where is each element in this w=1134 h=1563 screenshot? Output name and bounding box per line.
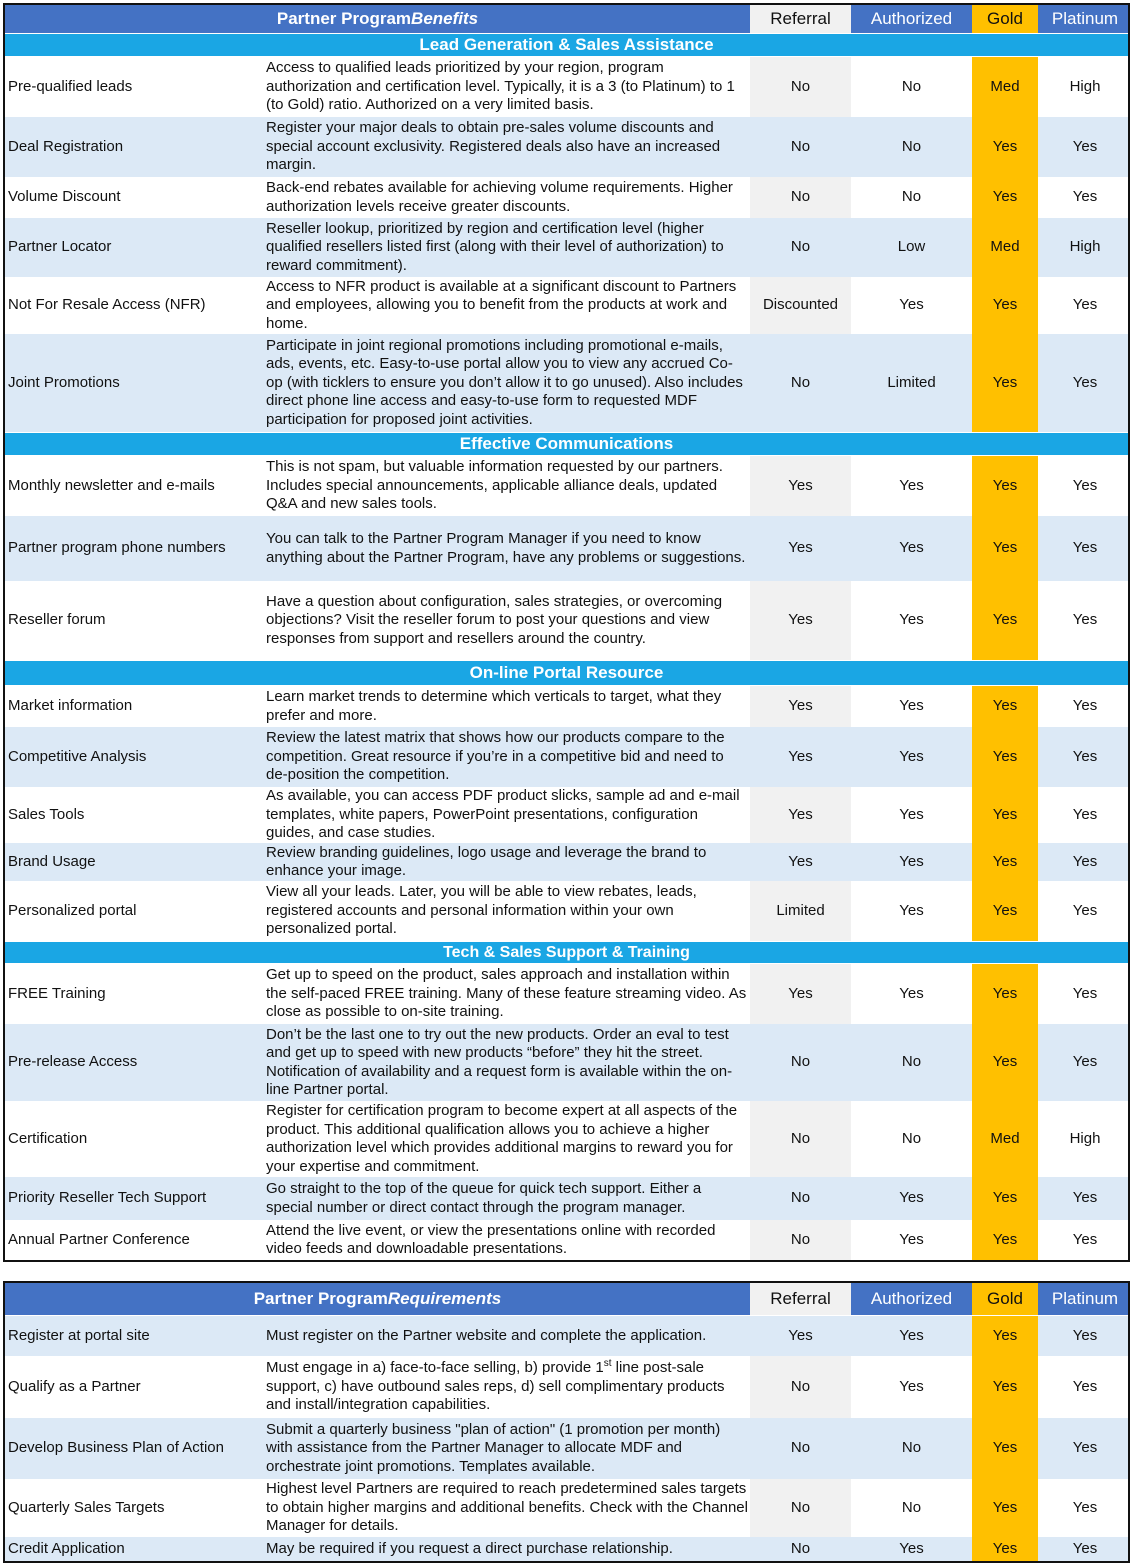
- benefits-table: [3, 3, 1130, 1262]
- referral-value: Yes: [750, 516, 851, 581]
- benefit-name: Reseller forum: [8, 611, 106, 629]
- gold-value: Yes: [972, 117, 1038, 177]
- requirement-desc: Submit a quarterly business "plan of action" (1 promotion per month) with assistance from the Partner Manager to allocate MDF and orchestrate joint promotions. Templates available.: [266, 1420, 721, 1475]
- platinum-value: High: [1069, 77, 1101, 95]
- authorized-value: No: [901, 188, 922, 206]
- platinum-value: Yes: [1072, 373, 1098, 391]
- benefit-desc: Learn market trends to determine which verticals to target, what they prefer and more.: [266, 688, 722, 724]
- requirement-name: Develop Business Plan of Action: [8, 1439, 224, 1457]
- benefit-name: FREE Training: [8, 984, 106, 1002]
- platinum-value: Yes: [1072, 611, 1098, 629]
- platinum-value: Yes: [1072, 1189, 1098, 1207]
- table-row: [5, 1418, 1128, 1479]
- authorized-value: No: [901, 137, 922, 155]
- authorized-value: Yes: [899, 697, 924, 715]
- authorized-value: No: [901, 1498, 922, 1516]
- col-header-platinum: Platinum: [1051, 8, 1119, 28]
- table-row: [5, 218, 1128, 277]
- benefit-desc: Review the latest matrix that shows how our products compare to the competition. Great resource if you’re in a competitive bid and need to de-position the competition.: [266, 729, 725, 784]
- gold-value: Yes: [972, 1024, 1038, 1101]
- referral-value: No: [750, 117, 851, 177]
- table-row: [5, 727, 1128, 787]
- gold-value: Yes: [972, 1479, 1038, 1537]
- benefit-name: Personalized portal: [8, 901, 137, 919]
- requirement-name: Qualify as a Partner: [8, 1377, 141, 1395]
- table-row: [5, 787, 1128, 843]
- referral-value: Yes: [750, 843, 851, 881]
- authorized-value: Yes: [899, 1326, 924, 1344]
- benefit-desc: Participate in joint regional promotions including promotional e-mails, ads, events, etc. Easy-to-use portal allow you to view any accrued Co-op (with ticklers to ensure you don’t allow it to go unused). Also includes direct phone line access and easy-to-use form to requested MDF participation for proposed joint activities.: [266, 336, 743, 428]
- requirement-name: Credit Application: [8, 1539, 125, 1557]
- authorized-value: No: [901, 1439, 922, 1457]
- platinum-value: Yes: [1072, 296, 1098, 314]
- platinum-value: Yes: [1072, 1498, 1098, 1516]
- benefit-name: Monthly newsletter and e-mails: [8, 476, 215, 494]
- platinum-value: Yes: [1072, 984, 1098, 1002]
- benefit-name: Market information: [8, 697, 133, 715]
- table-row: [5, 1220, 1128, 1260]
- col-header-gold: Gold: [972, 5, 1038, 33]
- requirements-header-row: [5, 1283, 1128, 1315]
- benefit-desc: Reseller lookup, prioritized by region and certification level (higher qualified resellers listed first (along with their level of authorization) to reward commitment).: [266, 219, 724, 274]
- benefit-name: Competitive Analysis: [8, 747, 147, 765]
- benefit-name: Partner Locator: [8, 238, 112, 256]
- authorized-value: No: [901, 1129, 922, 1147]
- referral-value: No: [750, 1024, 851, 1101]
- gold-value: Yes: [972, 277, 1038, 334]
- gold-value: Yes: [972, 686, 1038, 727]
- requirement-desc: May be required if you request a direct purchase relationship.: [266, 1539, 673, 1557]
- authorized-value: Yes: [899, 1539, 924, 1557]
- requirement-desc: Must engage in a) face-to-face selling, b) provide 1st line post-sale support, c) have outbound sales reps, d) sell complimentary products and install/integration capabilities.: [266, 1358, 725, 1414]
- gold-value: Yes: [972, 334, 1038, 432]
- gold-value: Yes: [972, 1177, 1038, 1220]
- referral-value: No: [750, 1177, 851, 1220]
- gold-value: Med: [972, 57, 1038, 117]
- table-row: [5, 1356, 1128, 1418]
- referral-value: No: [750, 1356, 851, 1418]
- platinum-value: Yes: [1072, 747, 1098, 765]
- table-row: [5, 1479, 1128, 1537]
- benefit-desc: As available, you can access PDF product slicks, sample ad and e-mail templates, white papers, PowerPoint presentations, configuration guides, and case studies.: [266, 787, 740, 842]
- gold-value: Med: [972, 218, 1038, 277]
- benefit-name: Joint Promotions: [8, 373, 120, 391]
- referral-value: Yes: [750, 1316, 851, 1356]
- benefit-name: Brand Usage: [8, 852, 96, 870]
- section-header-online-portal-resource: On-line Portal Resource: [5, 660, 1128, 686]
- platinum-value: Yes: [1072, 805, 1098, 823]
- platinum-value: Yes: [1072, 137, 1098, 155]
- benefit-name: Pre-release Access: [8, 1053, 138, 1071]
- benefit-name: Not For Resale Access (NFR): [8, 296, 206, 314]
- referral-value: Yes: [750, 964, 851, 1024]
- benefit-name: Deal Registration: [8, 137, 124, 155]
- requirement-desc: Highest level Partners are required to reach predetermined sales targets to obtain higher margins and additional benefits. Check with the Channel Manager for details.: [266, 1480, 748, 1535]
- benefit-name: Certification: [8, 1129, 88, 1147]
- referral-value: Discounted: [750, 277, 851, 334]
- section-header-tech-sales-support: Tech & Sales Support & Training: [5, 941, 1128, 964]
- platinum-value: Yes: [1072, 1439, 1098, 1457]
- requirement-name: Register at portal site: [8, 1326, 150, 1344]
- referral-value: No: [750, 1101, 851, 1177]
- gold-value: Yes: [972, 1356, 1038, 1418]
- benefit-desc: View all your leads. Later, you will be able to view rebates, leads, registered accounts and personal information within your own personalized portal.: [266, 883, 697, 938]
- gold-value: Yes: [972, 1220, 1038, 1260]
- table-row: [5, 334, 1128, 432]
- platinum-value: High: [1069, 1129, 1101, 1147]
- referral-value: Yes: [750, 456, 851, 516]
- gold-value: Yes: [972, 964, 1038, 1024]
- benefit-desc: Get up to speed on the product, sales approach and installation within the self-paced FREE training. Many of these feature streaming video. As close as possible to on-site training.: [266, 966, 747, 1021]
- benefit-desc: Access to NFR product is available at a significant discount to Partners and employees, allowing you to benefit from the products at work and home.: [266, 277, 737, 332]
- authorized-value: Yes: [899, 901, 924, 919]
- gold-value: Yes: [972, 177, 1038, 218]
- benefit-desc: Back-end rebates available for achieving volume requirements. Higher authorization levels receive greater discounts.: [266, 179, 733, 215]
- authorized-value: No: [901, 1053, 922, 1071]
- referral-value: No: [750, 1418, 851, 1479]
- referral-value: No: [750, 1479, 851, 1537]
- table-row: [5, 1024, 1128, 1101]
- referral-value: No: [750, 334, 851, 432]
- benefit-desc: Register for certification program to become expert at all aspects of the product. This additional qualification allows you to achieve a higher authorization level which provides additional margins to reward you for your expertise and commitment.: [266, 1102, 738, 1175]
- benefits-header-row: [5, 5, 1128, 33]
- authorized-value: Yes: [899, 296, 924, 314]
- benefit-desc: Review branding guidelines, logo usage and leverage the brand to enhance your image.: [266, 843, 707, 879]
- benefit-desc: Access to qualified leads prioritized by your region, program authorization and certification level. Typically, it is a 3 (to Platinum) to 1 (to Gold) ratio. Authorized on a very limited basis.: [266, 59, 735, 114]
- gold-value: Yes: [972, 881, 1038, 941]
- gold-value: Yes: [972, 1418, 1038, 1479]
- referral-value: No: [750, 218, 851, 277]
- col-header-referral: Referral: [750, 1283, 851, 1315]
- platinum-value: Yes: [1072, 1230, 1098, 1248]
- authorized-value: Yes: [899, 539, 924, 557]
- referral-value: No: [750, 177, 851, 218]
- platinum-value: Yes: [1072, 188, 1098, 206]
- table-row: [5, 456, 1128, 516]
- section-header-lead-generation: Lead Generation & Sales Assistance: [5, 33, 1128, 57]
- requirement-name: Quarterly Sales Targets: [8, 1498, 165, 1516]
- col-header-referral: Referral: [750, 5, 851, 33]
- gold-value: Yes: [972, 516, 1038, 581]
- table-row: [5, 843, 1128, 881]
- platinum-value: Yes: [1072, 539, 1098, 557]
- benefit-name: Partner program phone numbers: [8, 539, 226, 557]
- authorized-value: Yes: [899, 1189, 924, 1207]
- benefit-desc: Go straight to the top of the queue for quick tech support. Either a special number or direct contact through the program manager.: [266, 1180, 702, 1216]
- table-row: [5, 57, 1128, 117]
- platinum-value: Yes: [1072, 1326, 1098, 1344]
- benefit-desc: This is not spam, but valuable information requested by our partners. Includes special announcements, applicable alliance deals, updated Q&A and new sales tools.: [266, 458, 723, 513]
- referral-value: Yes: [750, 581, 851, 660]
- authorized-value: Yes: [899, 984, 924, 1002]
- gold-value: Yes: [972, 727, 1038, 787]
- gold-value: Med: [972, 1101, 1038, 1177]
- table-row: [5, 277, 1128, 334]
- benefit-name: Annual Partner Conference: [8, 1230, 190, 1248]
- table-row: [5, 964, 1128, 1024]
- table-row: [5, 177, 1128, 218]
- benefit-name: Pre-qualified leads: [8, 77, 133, 95]
- gold-value: Yes: [972, 1316, 1038, 1356]
- referral-value: Yes: [750, 686, 851, 727]
- authorized-value: Low: [897, 238, 926, 256]
- referral-value: No: [750, 1537, 851, 1561]
- referral-value: Yes: [750, 727, 851, 787]
- benefit-desc: Have a question about configuration, sales strategies, or overcoming objections? Visit the reseller forum to post your questions and view responses from support and resellers around the country.: [266, 592, 723, 647]
- referral-value: No: [750, 1220, 851, 1260]
- table-row: [5, 881, 1128, 941]
- platinum-value: Yes: [1072, 1377, 1098, 1395]
- table-row: [5, 581, 1128, 660]
- table-row: [5, 686, 1128, 727]
- authorized-value: Limited: [887, 373, 936, 391]
- table-row: [5, 1177, 1128, 1220]
- table-row: [5, 1315, 1128, 1356]
- benefit-name: Priority Reseller Tech Support: [8, 1189, 207, 1207]
- benefit-name: Sales Tools: [8, 805, 85, 823]
- benefit-desc: You can talk to the Partner Program Manager if you need to know anything about the Partner Program, have any problems or suggestions.: [266, 530, 746, 566]
- gold-value: Yes: [972, 581, 1038, 660]
- col-header-authorized: Authorized: [870, 8, 953, 28]
- col-header-authorized: Authorized: [870, 1288, 953, 1308]
- authorized-value: Yes: [899, 1377, 924, 1395]
- referral-value: No: [750, 57, 851, 117]
- benefits-title: Partner Program Benefits: [276, 8, 479, 28]
- requirements-title: Partner Program Requirements: [253, 1288, 502, 1308]
- gold-value: Yes: [972, 843, 1038, 881]
- table-row: [5, 1101, 1128, 1177]
- referral-value: Yes: [750, 787, 851, 843]
- authorized-value: Yes: [899, 1230, 924, 1248]
- platinum-value: Yes: [1072, 476, 1098, 494]
- authorized-value: No: [901, 77, 922, 95]
- platinum-value: Yes: [1072, 697, 1098, 715]
- gold-value: Yes: [972, 456, 1038, 516]
- authorized-value: Yes: [899, 805, 924, 823]
- table-row: [5, 117, 1128, 177]
- benefit-desc: Don’t be the last one to try out the new products. Order an eval to test and get up to speed with new products “before” they hit the street. Notification of availability and a request form is available within the on-line Partner portal.: [266, 1025, 733, 1098]
- gold-value: Yes: [972, 1537, 1038, 1561]
- section-header-effective-communications: Effective Communications: [5, 432, 1128, 456]
- benefit-desc: Register your major deals to obtain pre-sales volume discounts and special account exclusivity. Registered deals also have an increased margin.: [266, 119, 721, 174]
- authorized-value: Yes: [899, 611, 924, 629]
- platinum-value: Yes: [1072, 901, 1098, 919]
- authorized-value: Yes: [899, 852, 924, 870]
- platinum-value: Yes: [1072, 1539, 1098, 1557]
- requirements-table: [3, 1281, 1130, 1563]
- platinum-value: Yes: [1072, 1053, 1098, 1071]
- benefit-desc: Attend the live event, or view the presentations online with recorded video feeds and downloadable presentations.: [266, 1221, 716, 1257]
- col-header-gold: Gold: [972, 1283, 1038, 1315]
- table-row: [5, 516, 1128, 581]
- benefit-name: Volume Discount: [8, 188, 121, 206]
- authorized-value: Yes: [899, 476, 924, 494]
- platinum-value: Yes: [1072, 852, 1098, 870]
- platinum-value: High: [1069, 238, 1101, 256]
- table-row: [5, 1537, 1128, 1561]
- col-header-platinum: Platinum: [1051, 1288, 1119, 1308]
- authorized-value: Yes: [899, 747, 924, 765]
- referral-value: Limited: [750, 881, 851, 941]
- requirement-desc: Must register on the Partner website and complete the application.: [266, 1326, 707, 1344]
- gold-value: Yes: [972, 787, 1038, 843]
